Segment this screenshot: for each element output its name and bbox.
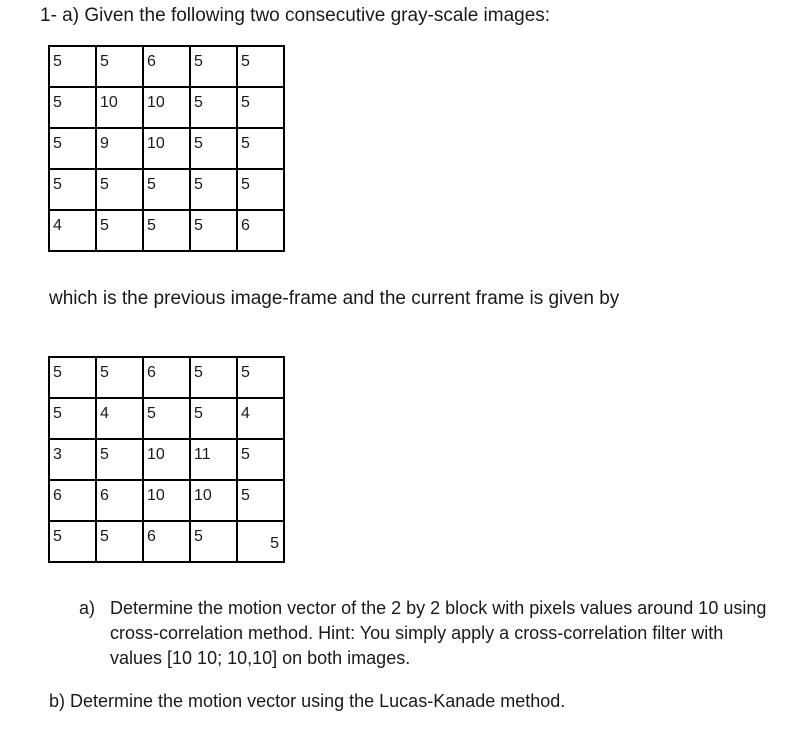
grid-cell: 5 xyxy=(96,210,143,251)
grid-cell: 6 xyxy=(49,480,96,521)
grid-cell: 10 xyxy=(143,439,190,480)
grid-cell: 5 xyxy=(143,210,190,251)
grid-cell: 4 xyxy=(49,210,96,251)
grid-cell: 5 xyxy=(143,169,190,210)
grid-cell: 10 xyxy=(143,128,190,169)
grid-cell: 5 xyxy=(96,46,143,87)
grid-cell: 5 xyxy=(49,87,96,128)
grid-row xyxy=(49,480,284,521)
grid-cell: 5 xyxy=(237,128,284,169)
grid-row xyxy=(49,439,284,480)
grid-cell: 5 xyxy=(237,87,284,128)
grid-cell: 10 xyxy=(190,480,237,521)
grid-cell: 5 xyxy=(237,439,284,480)
grid-cell: 5 xyxy=(190,210,237,251)
grid-cell: 5 xyxy=(96,439,143,480)
grid-cell: 4 xyxy=(96,398,143,439)
grid-cell: 11 xyxy=(190,439,237,480)
grid-row xyxy=(49,521,284,562)
grid-cell: 5 xyxy=(49,398,96,439)
grid-cell: 5 xyxy=(190,357,237,398)
grid-row xyxy=(49,46,284,87)
grid-cell: 3 xyxy=(49,439,96,480)
grid-cell: 5 xyxy=(49,128,96,169)
question-b: b) Determine the motion vector using the Lucas-Kanade method. xyxy=(49,691,566,711)
grid-cell: 5 xyxy=(190,521,237,562)
grid-row xyxy=(49,169,284,210)
grid-cell: 5 xyxy=(237,169,284,210)
problem-heading: 1- a) Given the following two consecutive gray-scale images: xyxy=(40,5,551,26)
grid-cell: 5 xyxy=(237,46,284,87)
grid-cell: 5 xyxy=(143,398,190,439)
grid-cell: 5 xyxy=(190,169,237,210)
grid-cell: 5 xyxy=(49,357,96,398)
question-a xyxy=(79,596,769,671)
grid-cell: 6 xyxy=(237,210,284,251)
grid-cell: 5 xyxy=(190,128,237,169)
question-a-label: a) xyxy=(79,598,96,618)
current-frame-intro: which is the previous image-frame and the current frame is given by xyxy=(49,288,620,309)
grid-cell: 5 xyxy=(190,398,237,439)
grid-cell: 5 xyxy=(237,357,284,398)
grid-cell: 6 xyxy=(96,480,143,521)
grid-cell: 4 xyxy=(237,398,284,439)
current-frame-grid xyxy=(48,356,285,563)
grid-cell: 5 xyxy=(49,521,96,562)
grid-cell: 5 xyxy=(49,169,96,210)
grid-cell: 5 xyxy=(190,46,237,87)
grid-cell: 10 xyxy=(143,480,190,521)
grid-cell: 9 xyxy=(96,128,143,169)
grid-cell: 6 xyxy=(143,357,190,398)
grid-cell: 5 xyxy=(237,521,284,562)
question-a-text: Determine the motion vector of the 2 by 2 block with pixels values around 10 using cross-correlation method. Hint: You simply apply a cross-correlation filter with values [10 10; 10,10] on both images. xyxy=(110,598,767,668)
grid-row xyxy=(49,357,284,398)
grid-cell: 5 xyxy=(49,46,96,87)
grid-cell: 5 xyxy=(96,169,143,210)
grid-cell: 5 xyxy=(96,521,143,562)
grid-cell: 10 xyxy=(143,87,190,128)
grid-row xyxy=(49,210,284,251)
grid-cell: 5 xyxy=(237,480,284,521)
grid-cell: 6 xyxy=(143,521,190,562)
grid-row xyxy=(49,87,284,128)
grid-row xyxy=(49,398,284,439)
grid-cell: 6 xyxy=(143,46,190,87)
grid-cell: 5 xyxy=(190,87,237,128)
grid-cell: 10 xyxy=(96,87,143,128)
grid-cell: 5 xyxy=(96,357,143,398)
previous-frame-grid xyxy=(48,45,285,252)
grid-row xyxy=(49,128,284,169)
